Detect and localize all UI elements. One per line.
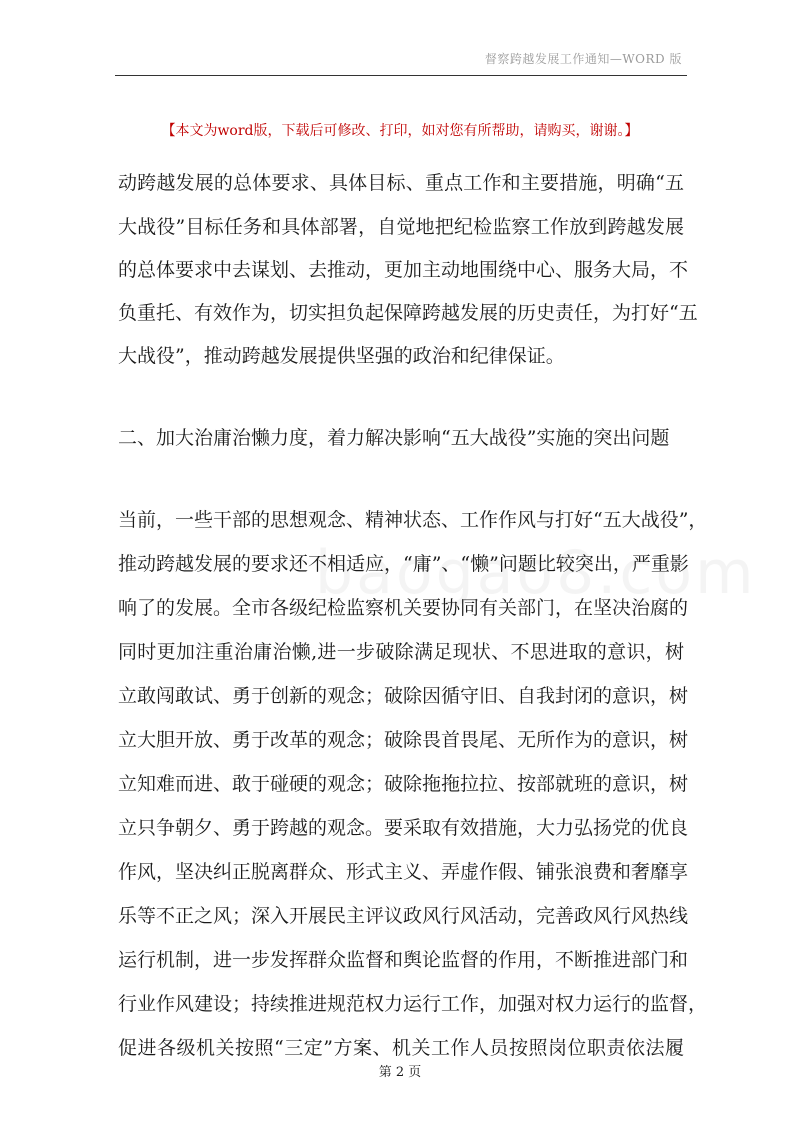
section-heading: 二、加大治庸治懒力度，着力解决影响“五大战役”实施的突出问题 [118, 427, 670, 449]
page-number: 第 2 页 [378, 1065, 422, 1080]
paragraph-line: 当前，一些干部的思想观念、精神状态、工作作风与打好“五大战役”， [118, 509, 708, 531]
paragraph-line: 乐等不正之风；深入开展民主评议政风行风活动，完善政风行风热线 [118, 905, 689, 927]
paragraph-line: 立大胆开放、勇于改革的观念；破除畏首畏尾、无所作为的意识，树 [118, 729, 689, 751]
paragraph-line: 作风，坚决纠正脱离群众、形式主义、弄虚作假、铺张浪费和奢靡享 [118, 861, 689, 883]
paragraph-line: 大战役”，推动跨越发展提供坚强的政治和纪律保证。 [118, 345, 565, 367]
paragraph-line: 大战役”目标任务和具体部署，自觉地把纪检监察工作放到跨越发展 [118, 216, 684, 238]
download-notice: 【本文为word版，下载后可修改、打印，如对您有所帮助，请购买，谢谢。】 [161, 123, 639, 139]
paragraph-line: 推动跨越发展的要求还不相适应，“庸”、“懒”问题比较突出，严重影 [118, 553, 689, 575]
paragraph-line: 行业作风建设；持续推进规范权力运行工作，加强对权力运行的监督， [118, 993, 708, 1015]
paragraph-line: 的总体要求中去谋划、去推动，更加主动地围绕中心、服务大局，不 [118, 259, 689, 281]
paragraph-line: 负重托、有效作为，切实担负起保障跨越发展的历史责任，为打好“五 [118, 302, 698, 324]
paragraph-line: 促进各级机关按照“三定”方案、机关工作人员按照岗位职责依法履 [118, 1037, 684, 1059]
paragraph-line: 响了的发展。全市各级纪检监察机关要协同有关部门，在坚决治腐的 [118, 597, 689, 619]
paragraph-line: 动跨越发展的总体要求、具体目标、重点工作和主要措施，明确“五 [118, 172, 684, 194]
paragraph-line: 运行机制，进一步发挥群众监督和舆论监督的作用，不断推进部门和 [118, 949, 689, 971]
paragraph-line: 立敢闯敢试、勇于创新的观念；破除因循守旧、自我封闭的意识，树 [118, 685, 689, 707]
header-title: 督察跨越发展工作通知—WORD 版 [484, 52, 682, 66]
paragraph-line: 立只争朝夕、勇于跨越的观念。要采取有效措施，大力弘扬党的优良 [118, 817, 689, 839]
paragraph-line: 同时更加注重治庸治懒,进一步破除满足现状、不思进取的意识，树 [118, 641, 684, 663]
paragraph-line: 立知难而进、敢于碰硬的观念；破除拖拖拉拉、按部就班的意识，树 [118, 773, 689, 795]
header-divider [115, 75, 687, 76]
